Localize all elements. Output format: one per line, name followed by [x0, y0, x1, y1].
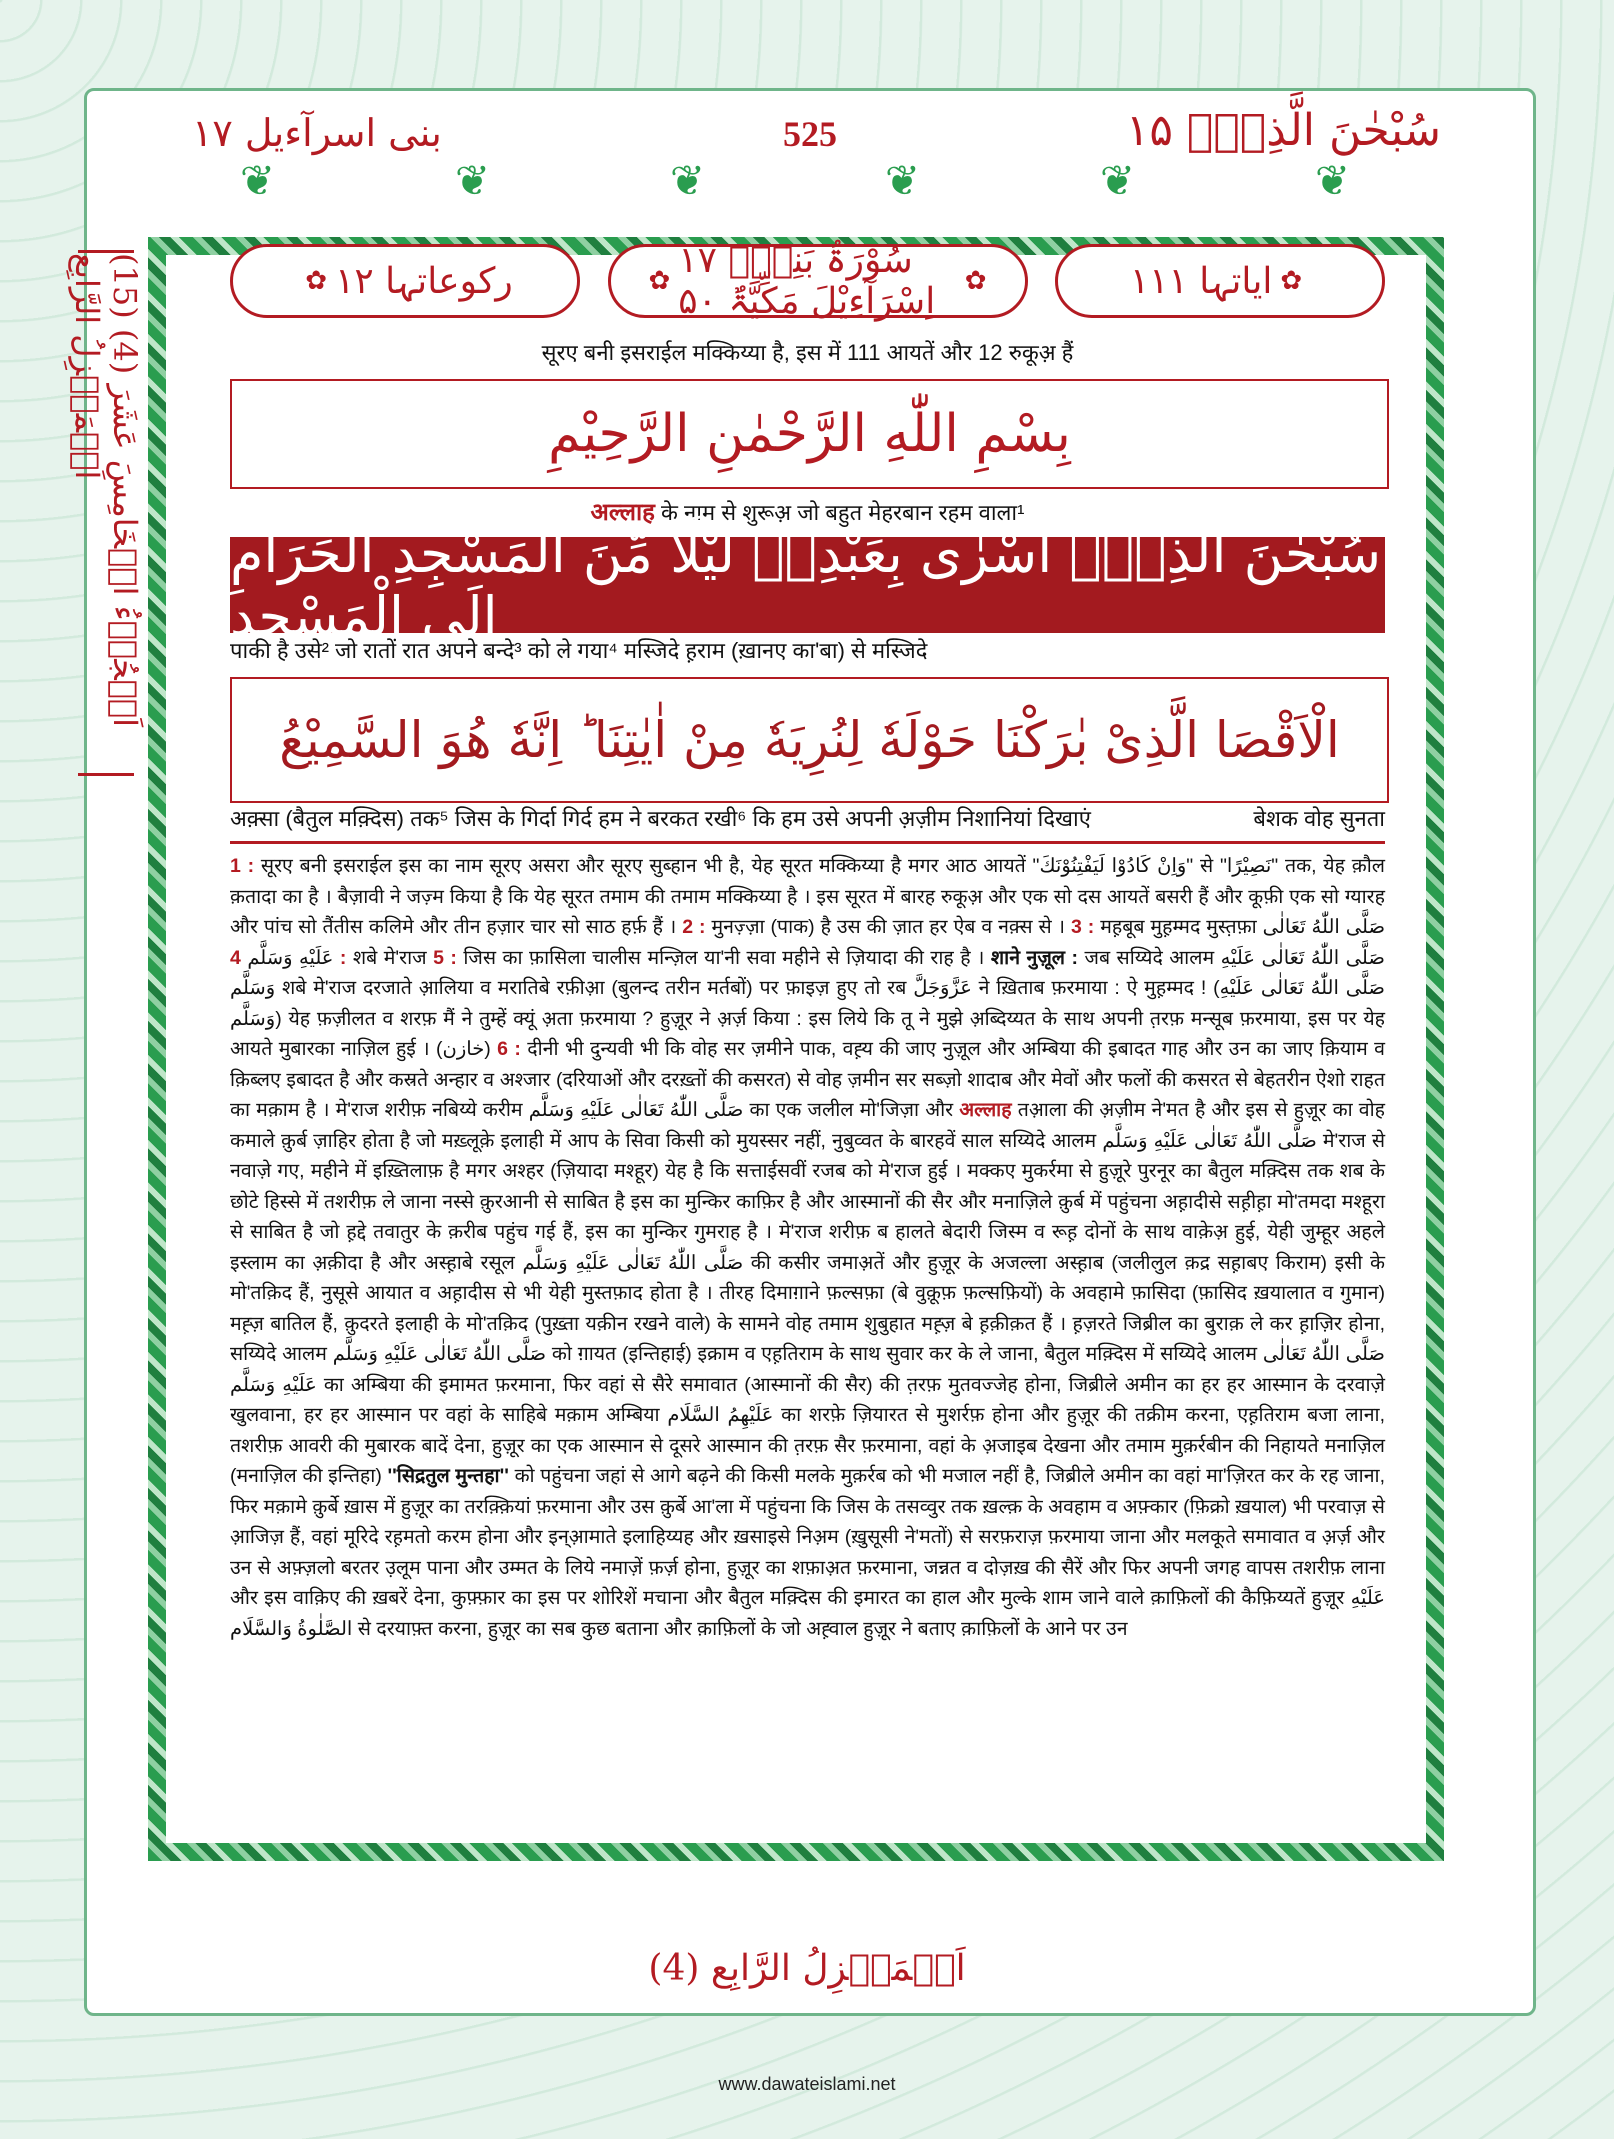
ayah-1-translation: पाकी है उसे² जो रातों रात अपने बन्दे³ को ले गया⁴ मस्जिदे ह़राम (ख़ानए का'बा) से मस्जिदे [230, 638, 928, 663]
leaf-ornament-icon: ❦ [884, 155, 921, 205]
ayah-2-translation-right: बेशक वोह सुनता [1253, 806, 1385, 831]
footnote-text: मुनज़्ज़ा (पाक) है उस की ज़ात हर ऐब व नक़्स से । [705, 916, 1071, 938]
footnote-number: 1 : [230, 855, 255, 877]
bismillah-box [230, 379, 1389, 489]
footnote-number: 4 : [230, 946, 347, 969]
page-number: 525 [783, 114, 837, 154]
ayat-count-text: ایاتہا ۱۱۱ [1129, 260, 1273, 302]
header-para-name: سُبْحٰنَ الَّذِیْۤ ۱۵ [1125, 105, 1441, 156]
footnote [682, 916, 1071, 938]
footnote-text: को पहुंचना जहां से आगे बढ़ने की किसी मलके मुक़र्रब को भी मजाल नहीं है, जिब्रीले अमीन का वहां मा'ज़िरत कर के रह जाना, फिर मक़ामे क़ुर्बे ख़ास में हुज़ूर का तरक़्क़ियां फ़रमाना और उस क़ुर्बे आ'ला में पहुंचना कि जिस के तसव्वुर तक ख़ल्क़ के अवहाम व अफ़्कार (फ़िक्रो ख़याल) भी परवाज़ से आ़जिज़ हैं, वहां मूरिदे रह़मतो करम होना और इन्आ़माते इलाहिय्यह और ख़साइसे निअ़म (ख़ुसूसी ने'मतों) से सरफ़राज़ फ़रमाया जाना और मलकूते समावात व अ़र्ज़ और उन से अफ़्ज़लो बरतर उ़लूम पाना और उम्मत के लिये नमाज़ें फ़र्ज़ होना, हुज़ूर का शफ़ाअ़त फ़रमाना, जन्नत व दोज़ख़ की सैरें और फिर अपनी जगह वापस तशरीफ़ लाना और इस वाक़िए की ख़बरें देना, कुफ़्फ़ार का इस पर शोरिशें मचाना और बैतुल मक़्दिस की इमारत का हाल और मुल्के शाम जाने वाले क़ाफ़िलों की कैफ़िय्यतें हुज़ूर عَلَيْهِ الصَّلٰوةُ وَالسَّلَام से दरयाफ़्त करना, हुज़ूर का सब कुछ बताना और क़ाफ़िलों के जो अह़्वाल हुज़ूर ने बताए क़ाफ़िलों के आने पर उन [230, 1465, 1385, 1640]
flower-ornament-icon: ✿ [648, 266, 671, 296]
footnote-number: 5 : [433, 946, 457, 969]
ruku-count-text: رکوعاتہا ۱۲ [335, 260, 513, 302]
ayah-1-text: سُبْحٰنَ الَّذِیْۤ اَسْرٰی بِعَبْدِهٖ لَیْلًا مِّنَ الْمَسْجِدِ الْحَرَامِ اِلَى الْمَسْجِدِ [230, 522, 1382, 648]
surah-name-cartouche [608, 240, 1028, 322]
ayat-count-cartouche [1055, 244, 1385, 318]
flower-ornament-icon: ✿ [964, 266, 987, 296]
footer-url[interactable]: www.dawateislami.net [718, 2074, 896, 2094]
leaf-ornament-icon: ❦ [1314, 155, 1351, 205]
footnote-text: जब सय्यिदे आलम صَلَّى اللّٰهُ تَعَالٰى عَلَيْهِ وَسَلَّم शबे मे'राज दरजाते आ़लिया व मरातिबे रफ़ीआ़ (बुलन्द तरीन मर्तबों) पर फ़ाइज़ हुए तो रब عَزَّوَجَلَّ ने ख़िताब फ़रमाया : ऐ मुह़म्मद ! (صَلَّى اللّٰهُ تَعَالٰى عَلَيْهِ وَسَلَّم) येह फ़ज़ीलत व शरफ़ मैं ने तुम्हें क्यूं अ़ता फ़रमाया ? हुज़ूर ने अ़र्ज़ किया : इस लिये कि तू ने मुझे अ़ब्दिय्यत के साथ अपनी त़रफ़ मन्सूब फ़रमाया, इस पर येह आयते मुबारका नाज़िल हुई । (خازن) [230, 946, 1385, 1060]
footnote-text: जिस का फ़ासिला चालीस मन्ज़िल या'नी सवा महीने से ज़ियादा की राह है । [456, 946, 991, 969]
footnote-text: सूरए बनी इसराईल इस का नाम सूरए असरा और सूरए सुब्हान भी है, येह सूरत मक्किय्या है मगर आठ आयतें "وَاِنْ كَادُوْا لَيَفْتِنُوْنَكَ" से "نَصِيْرًا" तक, येह क़ौल क़तादा का है । बैज़ावी ने जज़्म किया है कि येह सूरत तमाम की तमाम मक्किय्या है । इस सूरत में बारह रुकूअ़ और एक सो दस आयतें बसरी हैं और कूफ़ी एक सो ग्यारह और पांच सो तैंतीस कलिमे और तीन हज़ार चार सो साठ हर्फ़ हैं । [230, 855, 1385, 938]
ayah-line-2 [230, 677, 1389, 803]
allah-word: अल्लाह [590, 499, 655, 526]
header-surah-name: بنی اسرآءیل ۱۷ [192, 111, 442, 155]
footnote-number: 6 : [497, 1038, 521, 1060]
divider [230, 841, 1385, 844]
ruku-count-cartouche [230, 244, 580, 318]
surah-intro: सूरए बनी इसराईल मक्किय्या है, इस में 111 आयतें और 12 रुकूअ़ हैं [541, 340, 1074, 365]
leaf-ornament-icon: ❦ [239, 155, 276, 205]
footnote-text: मह़बूब मुह़म्मद मुस्त़फ़ा صَلَّى اللّٰهُ تَعَالٰى عَلَيْهِ وَسَلَّم [240, 916, 1386, 969]
footnote-heading: ''सिद्रतुल मुन्तहा'' [387, 1465, 509, 1487]
leaf-ornament-icon: ❦ [669, 155, 706, 205]
surah-name-text: ۱۷ سُوْرَۃُ بَنِیْۤ اِسْرَآءِیْلَ مَکِّیَّۃٌ ۵۰ [678, 240, 936, 322]
footnote-text: दीनी भी दुन्यवी भी कि वोह सर ज़मीने पाक, वह़्य की जाए नुज़ूल और अम्बिया की इबादत गाह और उन का जाए क़ियाम व क़िब्लए इबादत है और कस्रते अन्हार व अश्जार (दरियाओं और दरख़्तों की कसरत) से वोह ज़मीन सर सब्ज़ो शादाब और मेवों और फलों की कसरत से बेहतरीन ऐशो राहत का मक़ाम है । मे'राज शरीफ़ नबिय्ये करीम صَلَّى اللّٰهُ تَعَالٰى عَلَيْهِ وَسَلَّم का एक जलील मो'जिज़ा और [230, 1038, 1385, 1121]
footnote [433, 947, 991, 969]
ayah-2-text: الْاَقْصَا الَّذِیْ بٰرَكْنَا حَوْلَهٗ لِنُرِیَهٗ مِنْ اٰیٰتِنَا ؕ اِنَّهٗ هُوَ السَّمِیْعُ [279, 711, 1340, 769]
footnote-number: 3 : [1071, 916, 1095, 938]
footnote-text: तआ़ला की अ़ज़ीम ने'मत है और इस से हुज़ूर का वोह कमाले क़ुर्ब ज़ाहिर होता है जो मख़्लूक़े इलाही में आप के सिवा किसी को मुयस्सर नहीं, नुबुव्वत के बारहवें साल सय्यिदे आलम صَلَّى اللّٰهُ تَعَالٰى عَلَيْهِ وَسَلَّم मे'राज से नवाज़े गए, महीने में इख़्तिलाफ़ है मगर अश्हर (ज़ियादा मश्हूर) येह है कि सत्ताईसवीं रजब को मे'राज हुई । मक्कए मुकर्रमा से हुज़ूरे पुरनूर का बैतुल मक़्दिस तक शब के छोटे हिस्से में तशरीफ़ ले जाना नस्से क़ुरआनी से साबित है इस का मुन्किर काफ़िर है और आस्मानों की सैर और मनाज़िले क़ुर्ब में पहुंचना अह़ादीसे सह़ीह़ा मो'तमदा मश्हूरा से साबित है जो ह़द्दे तवातुर के क़रीब पहुंच गई हैं, इस का मुन्किर गुमराह है । मे'राज शरीफ़ ब हालते बेदारी जिस्म व रूह़ दोनों के साथ वाक़ेअ़ हुई, येही जुम्हूर अहले इस्लाम का अ़क़ीदा है और अस्ह़ाबे रसूल صَلَّى اللّٰهُ تَعَالٰى عَلَيْهِ وَسَلَّم की कसीर जमाअ़तें और हुज़ूर के अजल्ला अस्ह़ाब (जलीलुल क़द्र सह़ाबए किराम) इसी के मो'तक़िद हैं, नुसूसे आयात व अह़ादीस से भी येही मुस्तफ़ाद होता है । तीरह दिमाग़ाने फ़ल्सफ़ा (बे वुक़ूफ़ फ़ल्सफ़ियों) के अवहामे फ़ासिदा (फ़ासिद ख़यालात व गुमान) मह़्ज़ बातिल हैं, क़ुदरते इलाही के मो'तक़िद (पुख़्ता यक़ीन रखने वाले) के सामने वोह तमाम शुबुहात मह़्ज़ बे ह़क़ीक़त हैं । ह़ज़रते जिब्रील का बुराक़ ले कर ह़ाज़िर होना, सय्यिदे आलम صَلَّى اللّٰهُ تَعَالٰى عَلَيْهِ وَسَلَّم को ग़ायत (इन्तिहाई) इक्राम व एह़तिराम के साथ सुवार कर के ले जाना, बैतुल मक़्दिस में सय्यिदे आलम صَلَّى اللّٰهُ تَعَالٰى عَلَيْهِ وَسَلَّم का अम्बिया की इमामत फ़रमाना, फिर वहां से सैरे समावात (आस्मानों की सैर) की त़रफ़ मुतवज्जेह होना, जिब्रीले अमीन का हर हर आस्मान के दरवाज़े खुलवाना, हर हर आस्मान पर वहां के साहिबे मक़ाम अम्बिया عَلَيْهِمُ السَّلَام का शरफ़े ज़ियारत से मुशर्रफ़ होना और हुज़ूर की तक्रीम करना, एह़तिराम बजा लाना, तशरीफ़ आवरी की मुबारक बादें देना, हुज़ूर का एक आस्मान से दूसरे आस्मान की त़रफ़ सैर फ़रमाना, वहां के अ़जाइब देखना और तमाम मुक़र्रबीन की निहायते मनाज़िल (मनाज़िल की इन्तिहा) [230, 1099, 1386, 1487]
flower-ornament-icon: ✿ [305, 266, 327, 296]
surah-header-bar [230, 237, 1385, 325]
leaf-ornament-icon: ❦ [1099, 155, 1136, 205]
bismillah-translation-text: के नाम से शुरूअ़ जो बहुत मेहरबान रहम वाला¹ [654, 500, 1025, 525]
manzil-label: اَلۡمَنۡزِلُ الرَّابِع (4) [648, 1948, 966, 1989]
allah-word: अल्लाह [959, 1099, 1012, 1121]
ayah-2-translation-left: अक़्सा (बैतुल मक़्दिस) तक⁵ जिस के गिर्दा गिर्द हम ने बरकत रखी⁶ कि हम उसे अपनी अ़ज़ीम निशानियां दिखाएं [230, 806, 1091, 831]
flower-ornament-icon: ✿ [1280, 266, 1303, 296]
footnote [230, 1465, 1385, 1640]
footnote [230, 1099, 1385, 1487]
ayah-line-1 [230, 522, 1385, 648]
footnote-heading: शाने नुज़ूल : [990, 946, 1078, 969]
ayah-2-translation [230, 803, 1385, 833]
footnote-text: शबे मे'राज [346, 946, 434, 969]
top-flourish [150, 150, 1440, 210]
side-juz-title: (15) اَلۡجُزۡءُ الۡخَامِسَ عَشَرَ (4) اَلۡمَنۡزِلُ الرَّابِع [78, 250, 134, 776]
bismillah-text: بِسْمِ اللّٰهِ الرَّحْمٰنِ الرَّحِیْمِ [548, 404, 1071, 464]
leaf-ornament-icon: ❦ [454, 155, 491, 205]
footnote-number: 2 : [682, 916, 706, 938]
footnotes [230, 851, 1385, 1644]
